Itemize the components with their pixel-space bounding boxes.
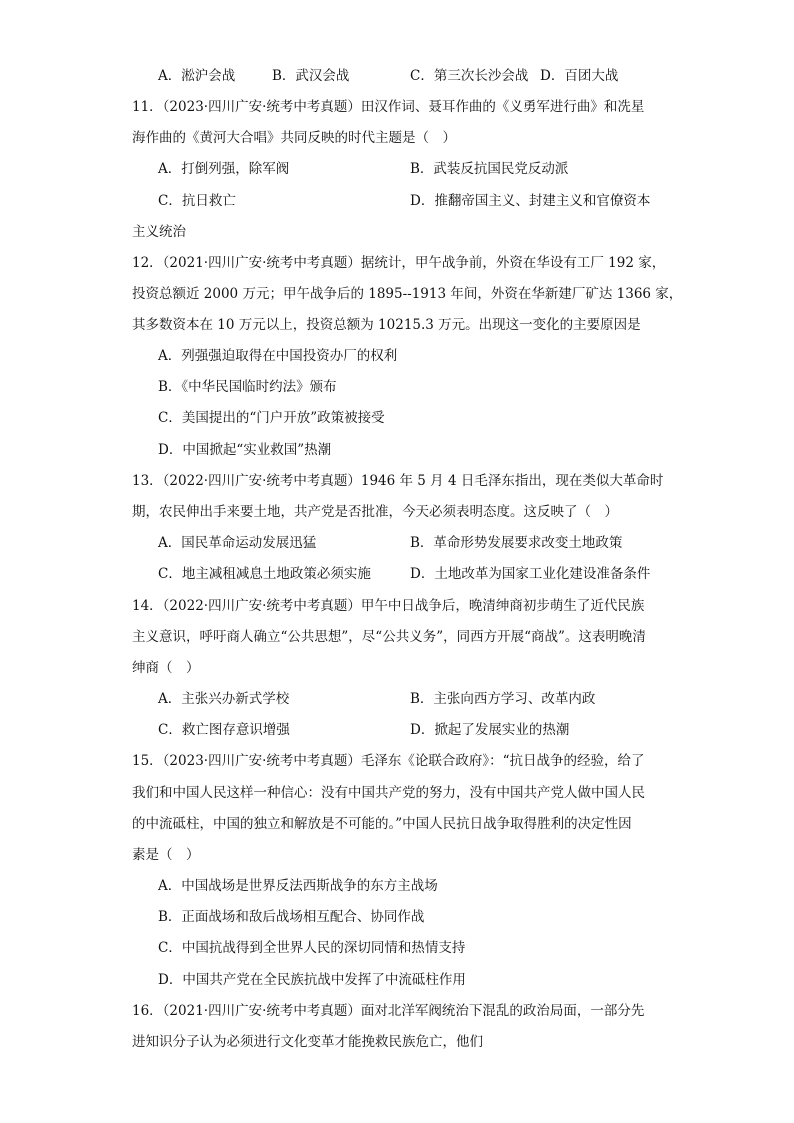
q12-option-a: A．列强强迫取得在中国投资办厂的权利 — [158, 348, 398, 364]
q14-option-c: C．救亡图存意识增强 — [158, 722, 290, 738]
q15-stem-line-3: 的中流砥柱，中国的独立和解放是不可能的。”中国人民抗日战争取得胜利的决定性因 — [132, 816, 632, 832]
q12-option-b: B．《中华民国临时约法》颁布 — [158, 379, 337, 395]
q15-option-c: C．中国抗战得到全世界人民的深切同情和热情支持 — [158, 940, 466, 956]
q10-option-c: C．第三次长沙会战 — [410, 68, 529, 84]
q10-option-d: D．百团大战 — [540, 68, 619, 84]
q14-stem-line-2: 主义意识，呼吁商人确立“公共思想”，尽“公共义务”，同西方开展“商战”。这表明晚清 — [132, 629, 646, 645]
q11-option-b: B．武装反抗国民党反动派 — [410, 161, 569, 177]
q15-option-d: D．中国共产党在全民族抗战中发挥了中流砥柱作用 — [158, 972, 466, 988]
q15-option-b: B．正面战场和敌后战场相互配合、协同作战 — [158, 909, 425, 925]
q12-option-d: D．中国掀起“实业救国”热潮 — [158, 442, 332, 458]
q11-option-d-cont: 主义统治 — [132, 224, 186, 240]
q13-stem-line-2: 期，农民伸出手来要土地，共产党是否批准，今天必须表明态度。这反映了（ ） — [132, 504, 618, 520]
q11-option-c: C．抗日救亡 — [158, 193, 236, 209]
q16-stem-line-2: 进知识分子认为必须进行文化变革才能挽救民族危亡，他们 — [132, 1034, 483, 1050]
q12-stem-line-3: 其多数资本在 10 万元以上，投资总额为 10215.3 万元。出现这一变化的主要原因是 — [132, 317, 641, 333]
q13-stem-line-1: 13．（2022·四川广安·统考中考真题）1946 年 5 月 4 日毛泽东指出，现在类似大革命时 — [132, 473, 664, 489]
q15-option-a: A．中国战场是世界反法西斯战争的东方主战场 — [158, 878, 438, 894]
q15-stem-line-4: 素是（ ） — [132, 847, 200, 863]
q14-option-b: B．主张向西方学习、改革内政 — [410, 691, 596, 707]
q15-stem-line-2: 我们和中国人民这样一种信心：没有中国共产党的努力，没有中国共产党人做中国人民 — [132, 785, 645, 801]
q14-stem-line-3: 绅商（ ） — [132, 660, 200, 676]
q11-stem-line-2: 海作曲的《黄河大合唱》共同反映的时代主题是（ ） — [132, 130, 456, 146]
q12-stem-line-1: 12．（2021·四川广安·统考中考真题）据统计，甲午战争前，外资在华设有工厂 192 家， — [132, 255, 666, 271]
q12-stem-line-2: 投资总额近 2000 万元；甲午战争后的 1895--1913 年间，外资在华新建厂矿达 1366 家， — [132, 286, 683, 302]
q13-option-c: C．地主减租减息土地政策必须实施 — [158, 566, 371, 582]
q13-option-b: B．革命形势发展要求改变土地政策 — [410, 535, 623, 551]
q11-option-a: A．打倒列强，除军阀 — [158, 161, 290, 177]
q10-option-a: A．淞沪会战 — [158, 68, 236, 84]
q14-option-d: D．掀起了发展实业的热潮 — [410, 722, 570, 738]
q12-option-c: C．美国提出的“门户开放”政策被接受 — [158, 410, 385, 426]
q16-stem-line-1: 16．（2021·四川广安·统考中考真题）面对北洋军阀统治下混乱的政治局面，一部分先 — [132, 1003, 645, 1019]
q15-stem-line-1: 15．（2023·四川广安·统考中考真题）毛泽东《论联合政府》：“抗日战争的经验，给了 — [132, 753, 645, 769]
q11-stem-line-1: 11．（2023·四川广安·统考中考真题）田汉作词、聂耳作曲的《义勇军进行曲》和冼星 — [132, 99, 645, 115]
q14-stem-line-1: 14．（2022·四川广安·统考中考真题）甲午中日战争后，晚清绅商初步萌生了近代民族 — [132, 598, 645, 614]
q10-option-b: B．武汉会战 — [272, 68, 350, 84]
q13-option-a: A．国民革命运动发展迅猛 — [158, 535, 317, 551]
q11-option-d: D．推翻帝国主义、封建主义和官僚资本 — [410, 193, 651, 209]
q14-option-a: A．主张兴办新式学校 — [158, 691, 290, 707]
q13-option-d: D．土地改革为国家工业化建设准备条件 — [410, 566, 651, 582]
